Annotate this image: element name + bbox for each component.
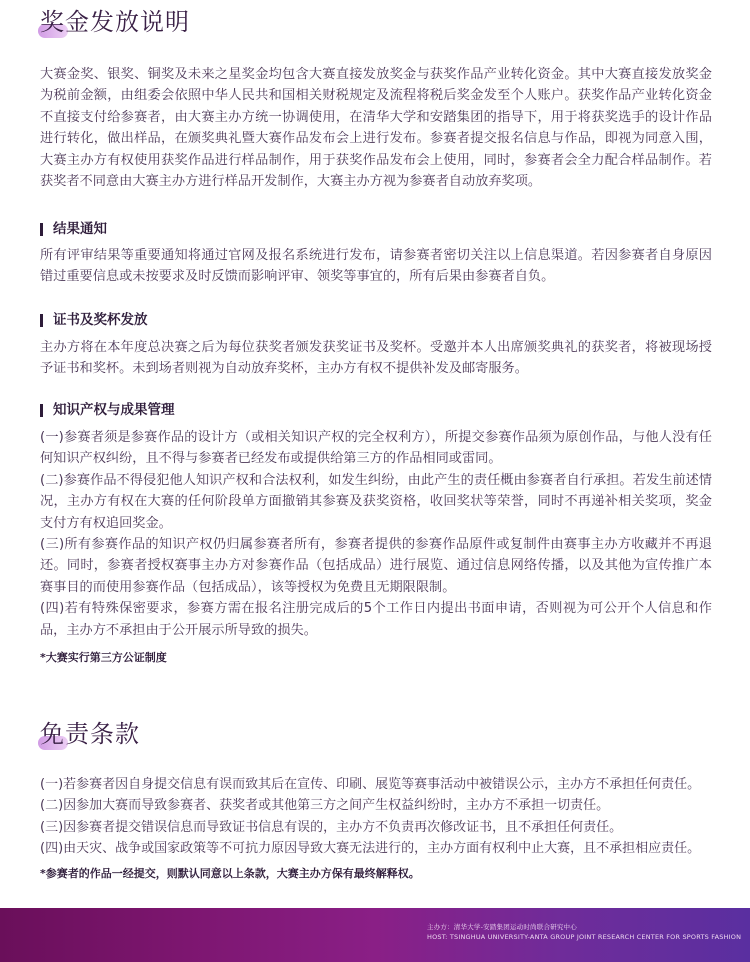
- ip-list: [40, 427, 712, 641]
- result-notice-heading-text: 结果通知: [53, 221, 107, 237]
- result-notice-heading: [40, 219, 107, 239]
- disclaimer-title-text: 免责条款: [40, 720, 140, 748]
- disclaimer-item-1: (一)若参赛者因自身提交信息有误而致其后在宣传、印刷、展览等赛事活动中被错误公示，主办方不承担任何责任。: [40, 777, 701, 792]
- ip-item-4: (四)若有特殊保密要求，参赛方需在报名注册完成后的5个工作日内提出书面申请，否则视为可公开个人信息和作品，主办方不承担由于公开展示所导致的损失。: [40, 601, 712, 638]
- prize-section-title: [40, 6, 190, 38]
- certificate-paragraph: 主办方将在本年度总决赛之后为每位获奖者颁发获奖证书及奖杯。受邀并本人出席颁奖典礼的获奖者，将被现场授予证书和奖杯。未到场者则视为自动放弃奖杯，主办方有权不提供补发及邮寄服务。: [40, 340, 712, 377]
- result-notice-paragraph: 所有评审结果等重要通知将通过官网及报名系统进行发布，请参赛者密切关注以上信息渠道。若因参赛者自身原因错过重要信息或未按要求及时反馈而影响评审、领奖等事宜的，所有后果由参赛者自负。: [40, 248, 712, 285]
- footer-host-cn: 主办方：清华大学-安踏集团运动时尚联合研究中心: [427, 923, 577, 931]
- heading-bar: [40, 223, 43, 236]
- disclaimer-item-3: (三)因参赛者提交错误信息而导致证书信息有误的，主办方不负责再次修改证书，且不承担任何责任。: [40, 819, 623, 835]
- heading-bar: [40, 314, 43, 327]
- ip-item-1: (一)参赛者须是参赛作品的设计方（或相关知识产权的完全权利方），所提交参赛作品须为原创作品，与他人没有任何知识产权纠纷，且不得与参赛者已经发布或提供给第三方的作品相同或雷同。: [40, 430, 712, 467]
- certificate-heading-text: 证书及奖杯发放: [53, 312, 148, 328]
- disclaimer-note: *参赛者的作品一经提交，则默认同意以上条款，大赛主办方保有最终解释权。: [40, 867, 420, 880]
- certificate-heading: [40, 310, 148, 330]
- prize-paragraph: 大赛金奖、银奖、铜奖及未来之星奖金均包含大赛直接发放奖金与获奖作品产业转化资金。其中大赛直接发放奖金为税前金额，由组委会依照中华人民共和国相关财税规定及流程将税后奖金发至个人账户。获奖作品产业转化资金不直接支付给参赛者，由大赛主办方统一协调使用，在清华大学和安踏集团的指导下，用于将获奖选手的设计作品进行转化，做出样品，在颁奖典礼暨大赛作品发布会上进行发布。参赛者提交报名信息与作品，即视为同意入围，大赛主办方有权使用获奖作品进行样品制作，用于获奖作品发布会上使用，同时，参赛者会全力配合样品制作。若获奖者不同意由大赛主办方进行样品开发制作，大赛主办方视为参赛者自动放弃奖项。: [40, 67, 712, 190]
- notary-note: *大赛实行第三方公证制度: [40, 651, 167, 664]
- ip-heading-text: 知识产权与成果管理: [53, 402, 175, 418]
- disclaimer-section-title: [40, 718, 140, 750]
- disclaimer-list: [40, 774, 720, 860]
- ip-item-3: (三)所有参赛作品的知识产权仍归属参赛者所有，参赛者提供的参赛作品原件或复制件由赛事主办方收藏并不再退还。同时，参赛者授权赛事主办方对参赛作品（包括成品）进行展览、通过信息网络传播，以及其他为宣传推广本赛事目的而使用参赛作品（包括成品），该等授权为免费且无期限限制。: [40, 537, 712, 595]
- ip-heading: [40, 400, 175, 420]
- disclaimer-item-2: (二)因参加大赛而导致参赛者、获奖者或其他第三方之间产生权益纠纷时，主办方不承担一切责任。: [40, 798, 610, 814]
- disclaimer-item-4: (四)由天灾、战争或国家政策等不可抗力原因导致大赛无法进行的，主办方面有权利中止大赛，且不承担相应责任。: [40, 841, 701, 857]
- prize-title-text: 奖金发放说明: [40, 8, 190, 36]
- footer-host-en: HOST: TSINGHUA UNIVERSITY-ANTA GROUP JOINT RESEARCH CENTER FOR SPORTS FASHION: [427, 933, 742, 941]
- footer-band: [0, 908, 750, 962]
- heading-bar: [40, 404, 43, 417]
- ip-item-2: (二)参赛作品不得侵犯他人知识产权和合法权利，如发生纠纷，由此产生的责任概由参赛者自行承担。若发生前述情况，主办方有权在大赛的任何阶段单方面撤销其参赛及获奖资格，收回奖状等荣誉，同时不再递补相关奖项，奖金支付方有权追回奖金。: [40, 472, 712, 531]
